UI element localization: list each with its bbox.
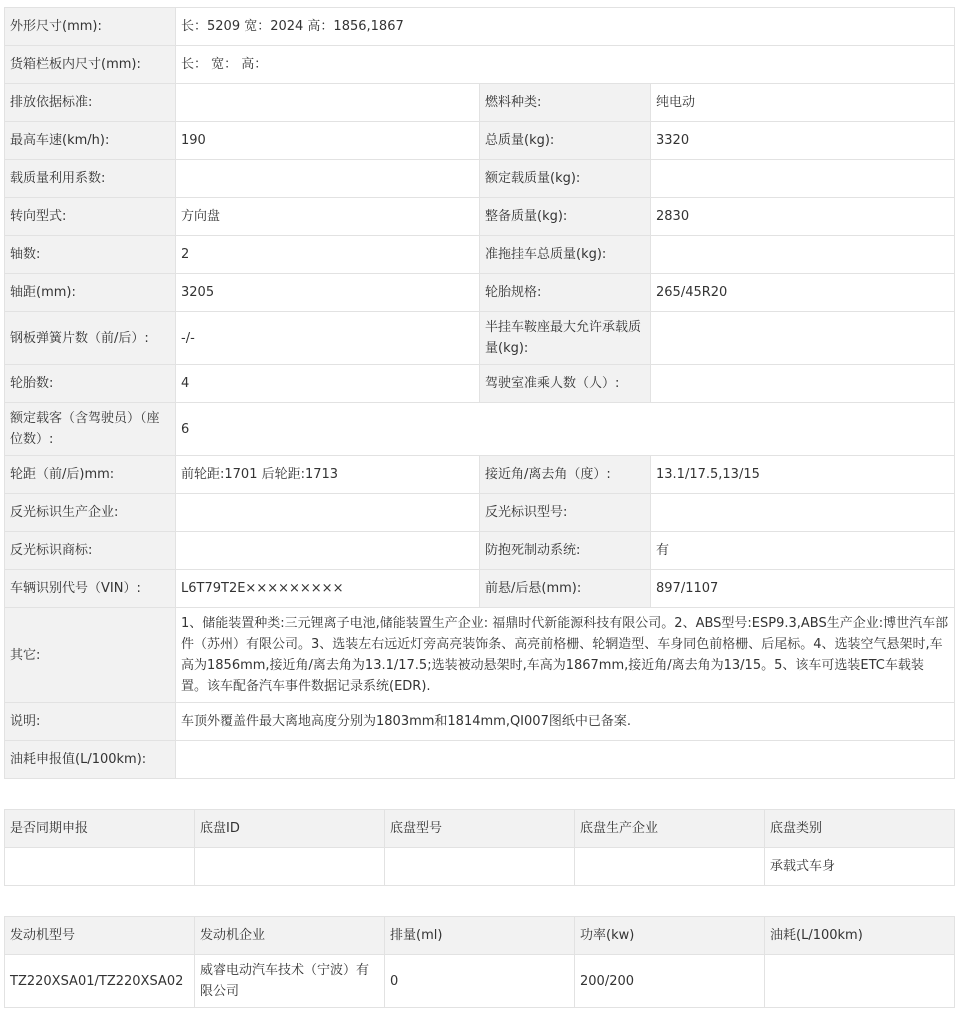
spec-value (176, 494, 480, 532)
spec-value: 车顶外覆盖件最大离地高度分别为1803mm和1814mm,QI007图纸中已备案. (176, 703, 955, 741)
spec-label: 轮胎规格: (480, 274, 651, 312)
spec-value (176, 84, 480, 122)
spec-row (5, 532, 955, 570)
spec-value: 13.1/17.5,13/15 (651, 456, 955, 494)
spec-value: 3205 (176, 274, 480, 312)
spec-value: 前轮距:1701 后轮距:1713 (176, 456, 480, 494)
spec-value: 3320 (651, 122, 955, 160)
chassis-table (4, 809, 955, 886)
spec-label: 反光标识商标: (5, 532, 176, 570)
spec-row (5, 274, 955, 312)
spec-value: 2 (176, 236, 480, 274)
spec-value (651, 312, 955, 365)
table-cell: 0 (385, 955, 575, 1008)
spec-row (5, 365, 955, 403)
spec-label: 总质量(kg): (480, 122, 651, 160)
spec-value: 有 (651, 532, 955, 570)
spec-row (5, 236, 955, 274)
spec-label: 其它: (5, 608, 176, 703)
column-header: 排量(ml) (385, 917, 575, 955)
column-header: 底盘ID (195, 810, 385, 848)
column-header: 功率(kw) (575, 917, 765, 955)
spec-value: 897/1107 (651, 570, 955, 608)
spec-value: 6 (176, 403, 955, 456)
spec-label: 载质量利用系数: (5, 160, 176, 198)
table-cell: 承载式车身 (765, 848, 955, 886)
spec-value: L6T79T2E××××××××× (176, 570, 480, 608)
spec-label: 转向型式: (5, 198, 176, 236)
spec-row (5, 122, 955, 160)
spec-label: 整备质量(kg): (480, 198, 651, 236)
table-cell (385, 848, 575, 886)
spec-value (651, 160, 955, 198)
spec-label: 驾驶室准乘人数（人）: (480, 365, 651, 403)
spec-label: 燃料种类: (480, 84, 651, 122)
spec-value: 1、储能装置种类:三元锂离子电池,储能装置生产企业: 福鼎时代新能源科技有限公司。2、ABS型号:ESP9.3,ABS生产企业:博世汽车部件（苏州）有限公司。3、选装左右远近灯旁高亮装饰条、高亮前格栅、轮辋造型、车身同色前格栅、后尾标。4、选装空气悬架时,车高为1856mm,接近角/离去角为13.1/17.5;选装被动悬架时,车高为1867mm,接近角/离去角为13/15。5、该车可选装ETC车载装置。该车配备汽车事件数据记录系统(EDR). (176, 608, 955, 703)
spec-row (5, 46, 955, 84)
spec-label: 车辆识别代号（VIN）: (5, 570, 176, 608)
spec-row (5, 403, 955, 456)
spec-label: 准拖挂车总质量(kg): (480, 236, 651, 274)
spec-label: 轴距(mm): (5, 274, 176, 312)
spec-row (5, 456, 955, 494)
column-header: 发动机企业 (195, 917, 385, 955)
spec-label: 说明: (5, 703, 176, 741)
table-cell (5, 848, 195, 886)
spec-value: 2830 (651, 198, 955, 236)
column-header: 底盘类别 (765, 810, 955, 848)
engine-header-row (5, 917, 955, 955)
spec-label: 半挂车鞍座最大允许承载质量(kg): (480, 312, 651, 365)
spec-value: 方向盘 (176, 198, 480, 236)
chassis-header-row (5, 810, 955, 848)
column-header: 油耗(L/100km) (765, 917, 955, 955)
spec-row (5, 8, 955, 46)
vehicle-spec-table (4, 7, 955, 779)
spec-value (176, 160, 480, 198)
table-cell: TZ220XSA01/TZ220XSA02 (5, 955, 195, 1008)
spec-value (651, 236, 955, 274)
spec-value: 长：5209 宽：2024 高：1856,1867 (176, 8, 955, 46)
spec-value: 190 (176, 122, 480, 160)
spec-row (5, 494, 955, 532)
table-row (5, 848, 955, 886)
spec-label: 钢板弹簧片数（前/后）: (5, 312, 176, 365)
spec-row (5, 608, 955, 703)
spec-row (5, 160, 955, 198)
spec-label: 额定载客（含驾驶员）（座位数）: (5, 403, 176, 456)
spec-label: 轮距（前/后)mm: (5, 456, 176, 494)
spec-label: 轮胎数: (5, 365, 176, 403)
spec-row (5, 741, 955, 779)
spec-value (651, 494, 955, 532)
spec-value: 265/45R20 (651, 274, 955, 312)
spec-label: 排放依据标准: (5, 84, 176, 122)
spec-label: 货箱栏板内尺寸(mm): (5, 46, 176, 84)
table-cell: 威睿电动汽车技术（宁波）有限公司 (195, 955, 385, 1008)
spec-row (5, 84, 955, 122)
spec-label: 额定载质量(kg): (480, 160, 651, 198)
spec-label: 反光标识型号: (480, 494, 651, 532)
spec-value: -/- (176, 312, 480, 365)
spec-row (5, 312, 955, 365)
spec-label: 外形尺寸(mm): (5, 8, 176, 46)
column-header: 底盘生产企业 (575, 810, 765, 848)
table-cell (195, 848, 385, 886)
spec-value: 4 (176, 365, 480, 403)
spec-value: 纯电动 (651, 84, 955, 122)
spec-row (5, 703, 955, 741)
spec-label: 反光标识生产企业: (5, 494, 176, 532)
spec-value (176, 532, 480, 570)
spec-label: 防抱死制动系统: (480, 532, 651, 570)
engine-table (4, 916, 955, 1008)
spec-label: 最高车速(km/h): (5, 122, 176, 160)
column-header: 底盘型号 (385, 810, 575, 848)
table-row (5, 955, 955, 1008)
spec-label: 油耗申报值(L/100km): (5, 741, 176, 779)
column-header: 是否同期申报 (5, 810, 195, 848)
table-cell (765, 955, 955, 1008)
spec-label: 前悬/后悬(mm): (480, 570, 651, 608)
table-cell: 200/200 (575, 955, 765, 1008)
column-header: 发动机型号 (5, 917, 195, 955)
spec-value (651, 365, 955, 403)
spec-value (176, 741, 955, 779)
spec-row (5, 198, 955, 236)
spec-label: 轴数: (5, 236, 176, 274)
spec-label: 接近角/离去角（度）: (480, 456, 651, 494)
spec-row (5, 570, 955, 608)
spec-value: 长： 宽： 高： (176, 46, 955, 84)
table-cell (575, 848, 765, 886)
